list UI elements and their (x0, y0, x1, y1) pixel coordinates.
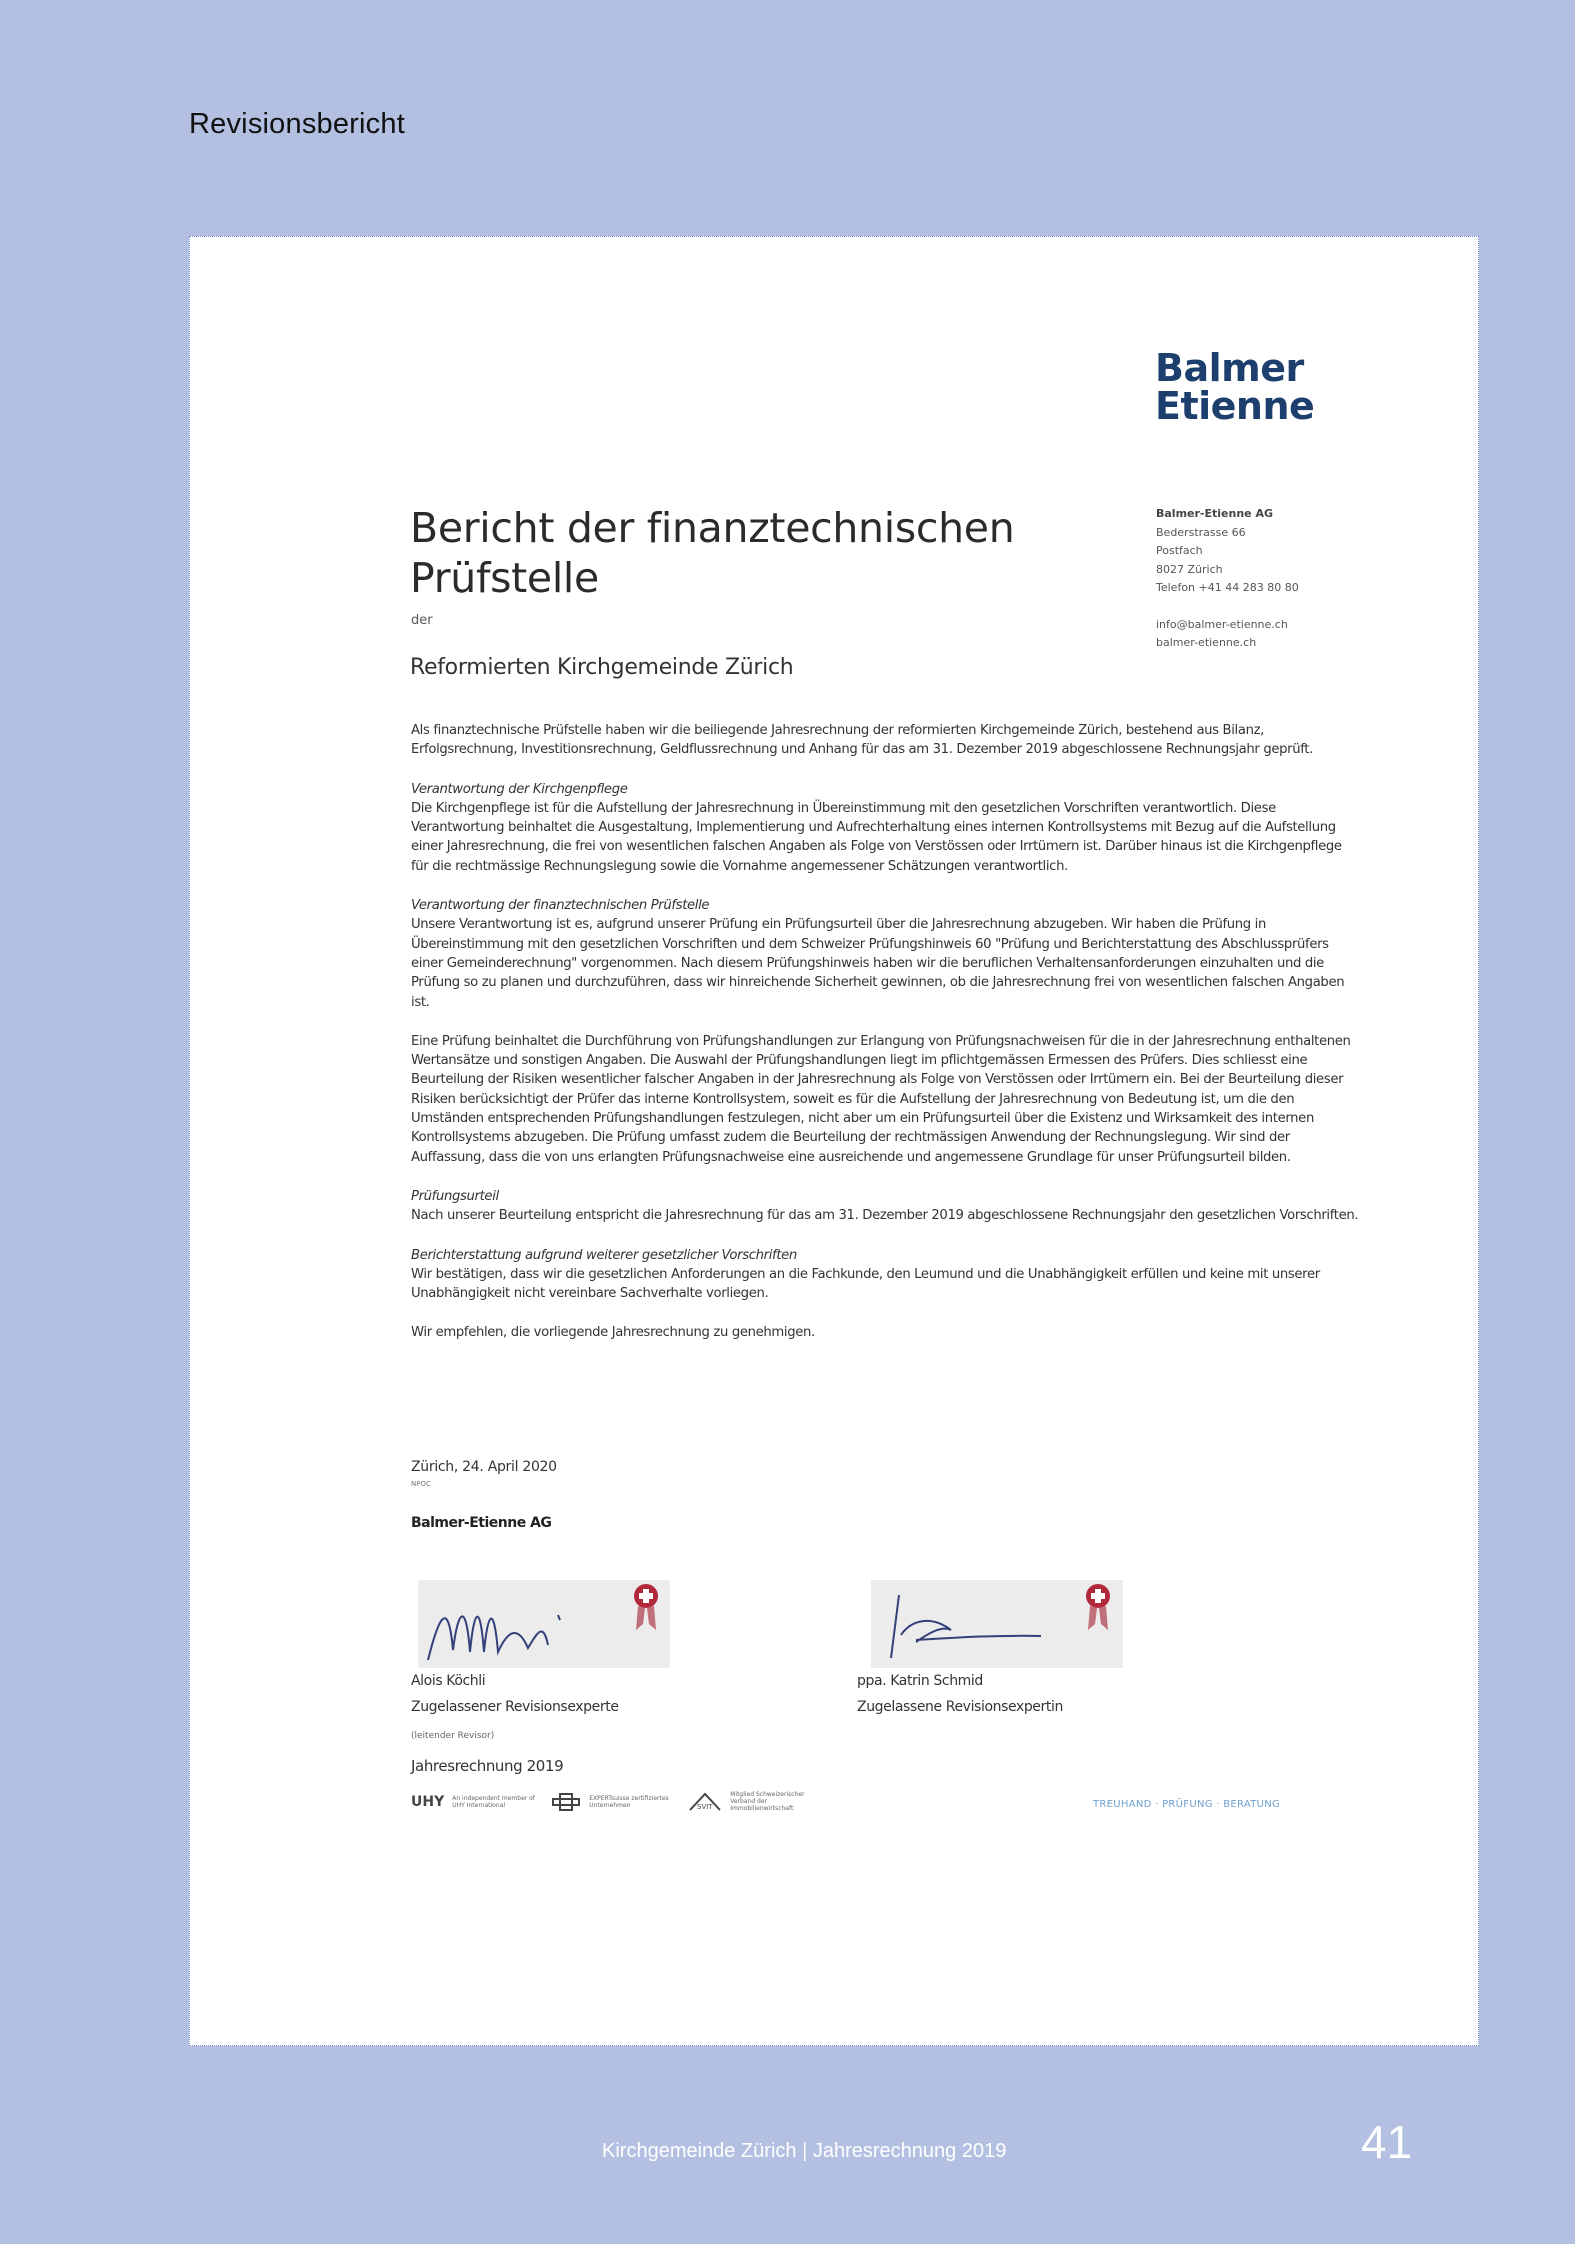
date-code: NPOC (411, 1480, 431, 1488)
address-city: 8027 Zürich (1156, 562, 1223, 576)
section-text: Eine Prüfung beinhaltet die Durchführung von Prüfungshandlungen zur Erlangung von Prüfungsnachweisen für die in der Jahresrechnung enthaltenen Wertansätze und sonstigen Angaben. Die Auswahl der Prüfungshandlungen liegt im pflichtgemässen Ermessen des Prüfers. Dies schliesst eine Beurteilung der Risiken wesentlicher falscher Angaben in der Jahresrechnung als Folge von Verstössen oder Irrtümern ein. Bei der Beurteilung dieser Risiken berücksichtigt der Prüfer das interne Kontrollsystem, soweit es für die Aufstellung der Jahresrechnung von Bedeutung ist, um die den Umständen entsprechenden Prüfungshandlungen festzulegen, nicht aber um ein Prüfungsurteil über die Existenz und Wirksamkeit des internen Kontrollsystems abzugeben. Die Prüfung umfasst zudem die Beurteilung der rechtmässigen Anwendung der Rechnungslegung. Wir sind der Auffassung, dass die von uns erlangten Prüfungsnachweise eine ausreichende und angemessene Grundlage für unser Prüfungsurteil bilden. (411, 1033, 1351, 1165)
section-heading: Berichterstattung aufgrund weiterer gesetzlicher Vorschriften (411, 1247, 797, 1263)
document-title-line-1: Bericht der finanztechnischen (410, 504, 1015, 552)
membership-logos (411, 1791, 815, 1812)
document-subtitle: Reformierten Kirchgemeinde Zürich (410, 655, 794, 680)
address-street: Bederstrasse 66 (1156, 525, 1246, 539)
certification-seal-icon (631, 1580, 661, 1632)
section-text: Nach unserer Beurteilung entspricht die Jahresrechnung für das am 31. Dezember 2019 abgeschlossene Rechnungsjahr den gesetzlichen Vorschriften. (411, 1208, 1359, 1224)
section-title: Revisionsbericht (189, 108, 405, 140)
scanned-report-page (189, 236, 1479, 2046)
address-postbox: Postfach (1156, 544, 1203, 557)
uhy-logo-icon: UHY (411, 1793, 445, 1810)
report-body (411, 721, 1361, 1363)
section-paragraph (411, 1187, 1361, 1226)
section-heading: Verantwortung der Kirchgenpflege (411, 781, 628, 797)
section-heading: Verantwortung der finanztechnischen Prüfstelle (411, 898, 710, 914)
section-paragraph (411, 896, 1361, 1012)
section-text: Unsere Verantwortung ist es, aufgrund unserer Prüfung ein Prüfungsurteil über die Jahresrechnung abzugeben. Wir haben die Prüfung in Übereinstimmung mit den gesetzlichen Vorschriften und dem Schweizer Prüfungshinweis 60 "Prüfung und Berichterstattung des Abschlussprüfers einer Gemeinderechnung" vorgenommen. Nach diesem Prüfungshinweis haben wir die beruflichen Verhaltensanforderungen einzuhalten und die Prüfung so zu planen und durchzuführen, dass wir hinreichende Sicherheit gewinnen, ob die Jahresrechnung frei von wesentlichen falschen Angaben ist. (411, 917, 1345, 1010)
membership-svit (688, 1791, 815, 1812)
section-text: Die Kirchgenpflege ist für die Aufstellung der Jahresrechnung in Übereinstimmung mit den gesetzlichen Vorschriften verantwortlich. Diese Verantwortung beinhaltet die Ausgestaltung, Implementierung und Aufrechterhaltung eines internen Kontrollsystems mit Bezug auf die Aufstellung einer Jahresrechnung, die frei von wesentlichen falschen Angaben als Folge von Verstössen oder Irrtümern ist. Darüber hinaus ist die Kirchgenpflege für die rechtmässige Rechnungslegung sowie die Vornahme angemessener Schätzungen verantwortlich. (411, 800, 1342, 874)
address-phone: Telefon +41 44 283 80 80 (1156, 581, 1299, 594)
expertsuisse-logo-icon (551, 1793, 581, 1811)
svg-text:SVIT: SVIT (697, 1802, 713, 1811)
membership-expertsuisse (551, 1793, 674, 1811)
footer-text: Kirchgemeinde Zürich | Jahresrechnung 2019 (602, 2140, 1007, 2162)
signatory-2-title: Zugelassene Revisionsexpertin (857, 1699, 1063, 1715)
page-number: 41 (1361, 2116, 1413, 2168)
signatory-1-title: Zugelassener Revisionsexperte (411, 1699, 619, 1715)
section-text: Wir bestätigen, dass wir die gesetzlichen Anforderungen an die Fachkunde, den Leumund und die Unabhängigkeit erfüllen und keine mit unserer Unabhängigkeit nicht vereinbare Sachverhalte vorliegen. (411, 1266, 1320, 1302)
membership-text: Mitglied Schweizerischer Verband der Immobilienwirtschaft (730, 1791, 805, 1812)
section-paragraph (411, 1323, 1361, 1342)
company-address (1156, 505, 1299, 653)
report-year: Jahresrechnung 2019 (411, 1757, 564, 1775)
signing-firm: Balmer-Etienne AG (411, 1515, 552, 1531)
company-tagline: TREUHAND · PRÜFUNG · BERATUNG (1093, 1799, 1281, 1810)
svit-logo-icon (688, 1793, 722, 1811)
signature-date: Zürich, 24. April 2020 (411, 1459, 557, 1475)
logo-line-1: Balmer (1155, 346, 1304, 390)
section-paragraph (411, 780, 1361, 876)
intro-paragraph: Als finanztechnische Prüfstelle haben wir die beiliegende Jahresrechnung der reformierten Kirchgemeinde Zürich, bestehend aus Bilanz, Erfolgsrechnung, Investitionsrechnung, Geldflussrechnung und Anhang für das am 31. Dezember 2019 abgeschlossene Rechnungsjahr geprüft. (411, 723, 1313, 758)
signatory-1-name: Alois Köchli (411, 1673, 486, 1689)
address-company: Balmer-Etienne AG (1156, 507, 1273, 520)
section-paragraph (411, 1246, 1361, 1304)
certification-seal-icon (1083, 1580, 1113, 1632)
document-title (410, 503, 1014, 603)
section-paragraph (411, 1032, 1361, 1167)
balmer-etienne-logo (1155, 346, 1315, 428)
signatory-2-name: ppa. Katrin Schmid (857, 1673, 983, 1689)
address-web[interactable]: balmer-etienne.ch (1156, 636, 1257, 649)
section-text: Wir empfehlen, die vorliegende Jahresrechnung zu genehmigen. (411, 1325, 815, 1341)
membership-text: EXPERTsuisse zertifiziertes Unternehmen (589, 1794, 669, 1809)
section-heading: Prüfungsurteil (411, 1188, 499, 1204)
document-title-line-2: Prüfstelle (410, 554, 599, 602)
membership-uhy (411, 1794, 537, 1810)
signatory-1-note: (leitender Revisor) (411, 1731, 495, 1741)
document-der: der (411, 613, 433, 628)
address-email[interactable]: info@balmer-etienne.ch (1156, 617, 1288, 631)
membership-text: An independent member of UHY International (452, 1794, 535, 1809)
logo-line-2: Etienne (1155, 384, 1315, 428)
